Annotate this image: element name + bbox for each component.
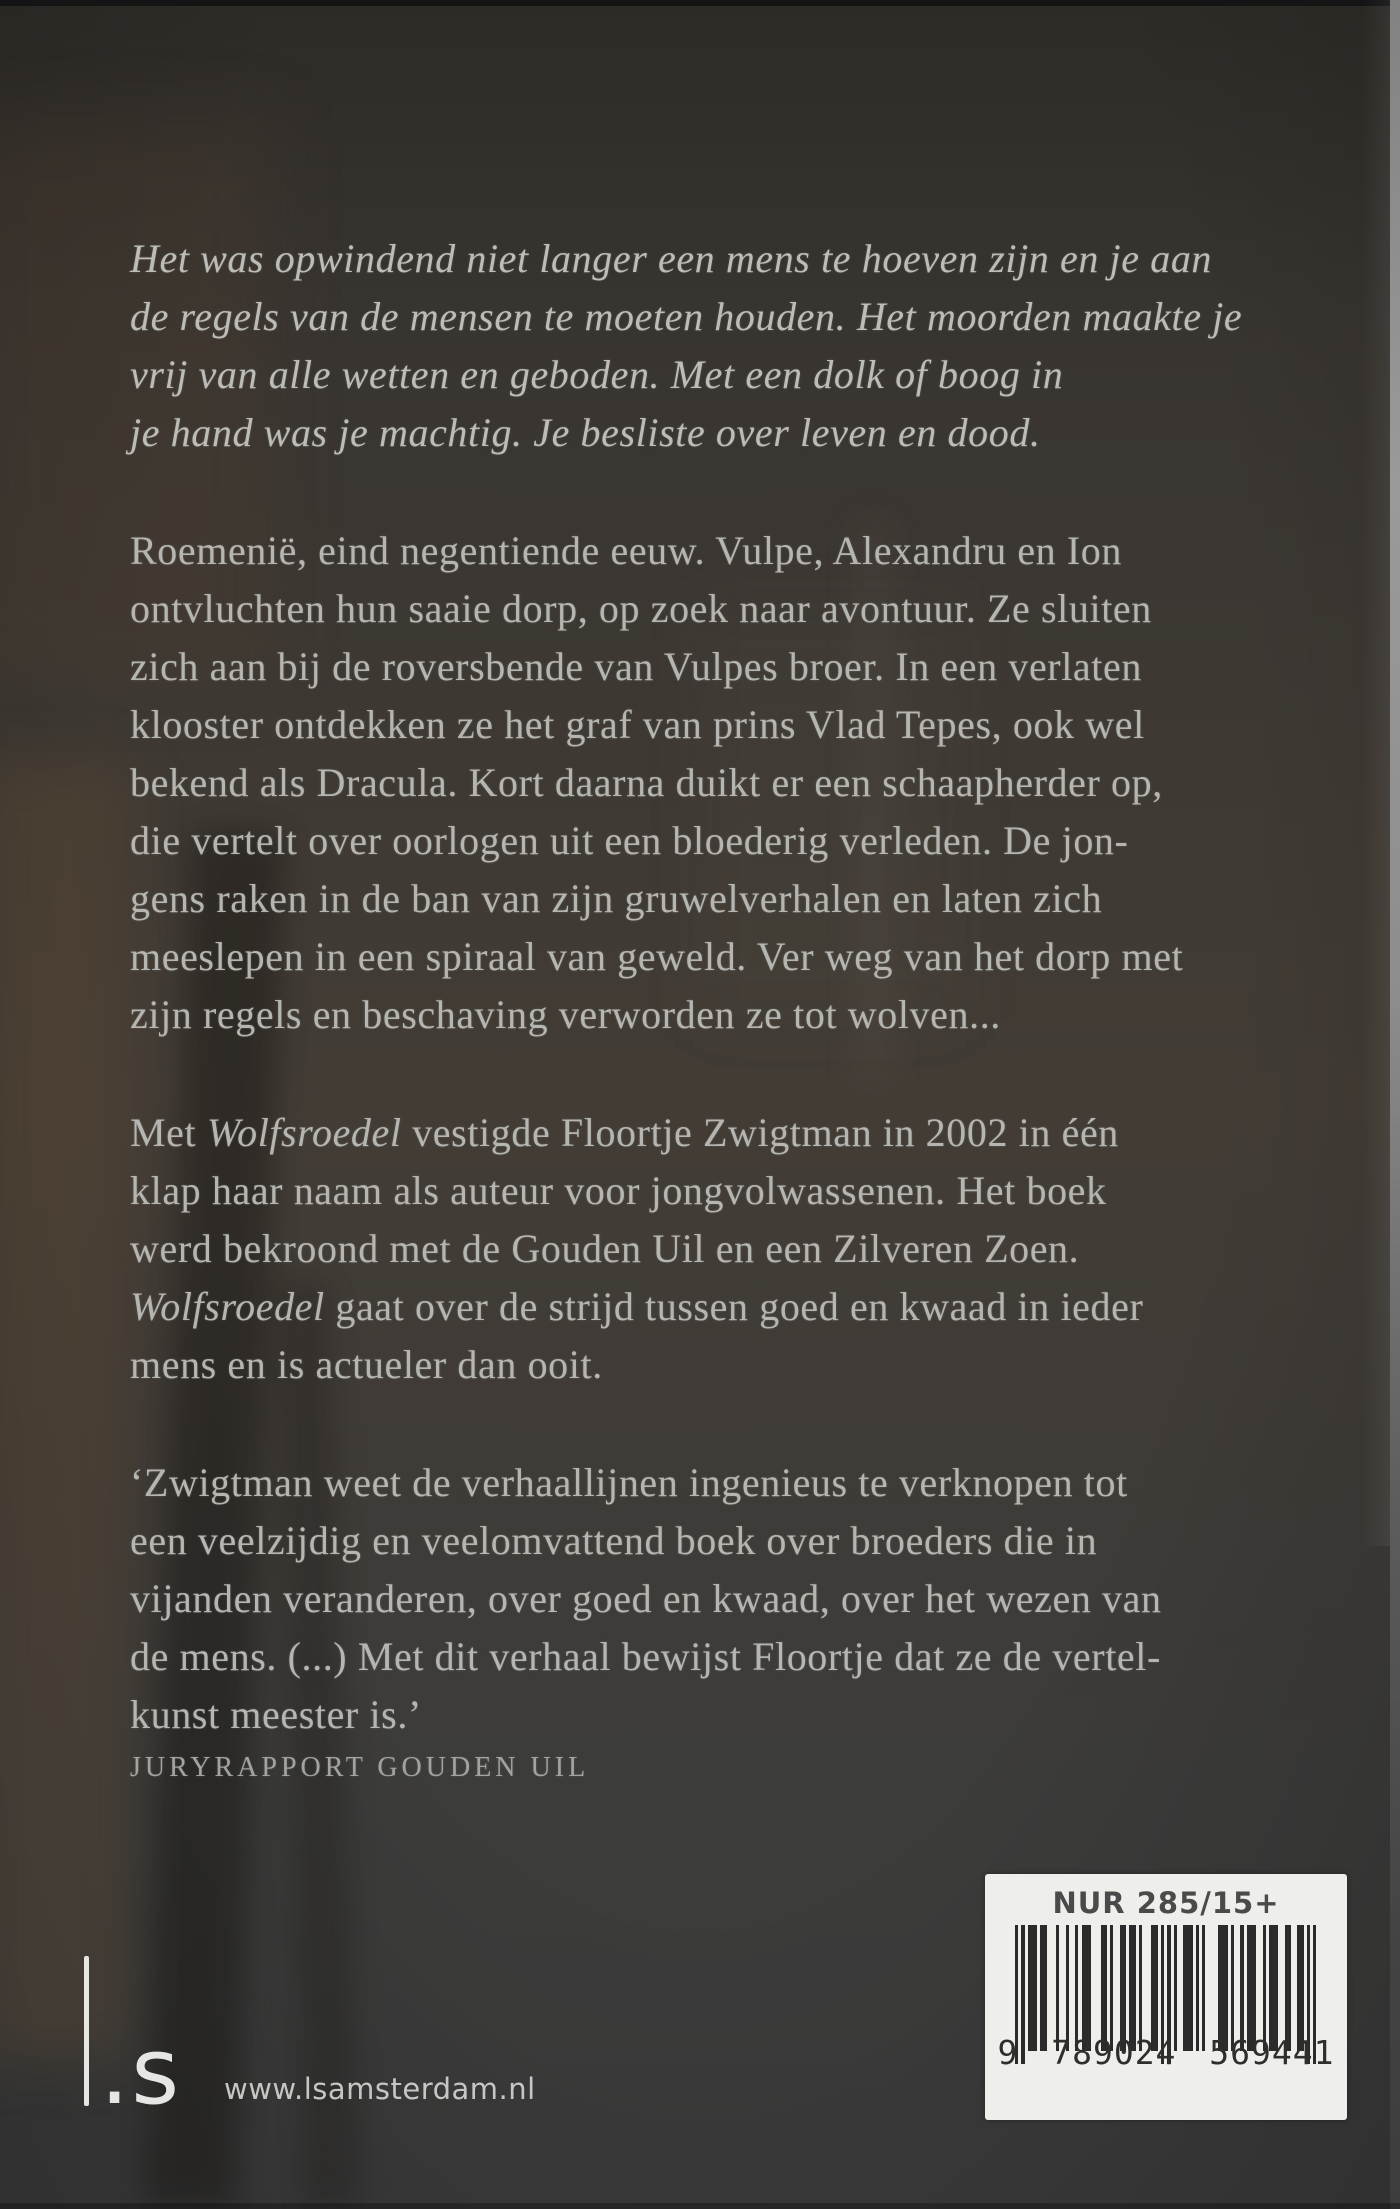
- cover-bottom-edge: [0, 2203, 1400, 2209]
- text-line: Wolfsroedel gaat over de strijd tussen goed en kwaad in ieder: [130, 1284, 1144, 1329]
- text-line: de regels van de mensen te moeten houden. Het moorden maakte je: [130, 294, 1243, 339]
- review-quote-paragraph: [130, 1454, 1340, 1744]
- publisher-website: www.lsamsterdam.nl: [224, 2072, 536, 2106]
- barcode-label: [985, 1874, 1347, 2120]
- text-line: Het was opwindend niet langer een mens te hoeven zijn en je aan: [130, 236, 1213, 281]
- cover-right-sheen: [1362, 0, 1390, 1546]
- text-line: bekend als Dracula. Kort daarna duikt er een schaapherder op,: [130, 760, 1163, 805]
- text-line: klooster ontdekken ze het graf van prins Vlad Tepes, ook wel: [130, 702, 1145, 747]
- cover-right-edge: [1390, 0, 1400, 2209]
- logo-suffix: .s: [100, 2018, 182, 2125]
- text-line: klap haar naam als auteur voor jongvolwassenen. Het boek: [130, 1168, 1107, 1213]
- text-line: zijn regels en beschaving verworden ze tot wolven...: [130, 992, 1001, 1037]
- text-line: die vertelt over oorlogen uit een bloederig verleden. De jon-: [130, 818, 1129, 863]
- text-line: gens raken in de ban van zijn gruwelverhalen en laten zich: [130, 876, 1103, 921]
- text-line: een veelzijdig en veelomvattend boek over broeders die in: [130, 1518, 1098, 1563]
- quote-attribution: JURYRAPPORT GOUDEN UIL: [130, 1752, 590, 1783]
- publisher-logo: [84, 1956, 204, 2125]
- text-line: Met Wolfsroedel vestigde Floortje Zwigtman in 2002 in één: [130, 1110, 1119, 1155]
- back-cover-text: [130, 230, 1340, 1786]
- text-line: ‘Zwigtman weet de verhaallijnen ingenieus te verknopen tot: [130, 1460, 1128, 1505]
- text-line: meeslepen in een spiraal van geweld. Ver weg van het dorp met: [130, 934, 1184, 979]
- about-author-paragraph: [130, 1104, 1340, 1394]
- text-line: werd bekroond met de Gouden Uil en een Zilveren Zoen.: [130, 1226, 1080, 1271]
- text-line: kunst meester is.’: [130, 1692, 422, 1737]
- text-line: zich aan bij de roversbende van Vulpes broer. In een verlaten: [130, 644, 1142, 689]
- text-line: mens en is actueler dan ooit.: [130, 1342, 603, 1387]
- background-forest-shape: [0, 760, 130, 2060]
- isbn-number: 9 789024 569441: [997, 2033, 1335, 2072]
- cover-top-edge: [0, 0, 1400, 6]
- text-line: Roemenië, eind negentiende eeuw. Vulpe, Alexandru en Ion: [130, 528, 1122, 573]
- text-line: ontvluchten hun saaie dorp, op zoek naar avontuur. Ze sluiten: [130, 586, 1152, 631]
- nur-code: NUR 285/15+: [1052, 1886, 1280, 1920]
- intro-excerpt-paragraph: [130, 230, 1340, 462]
- text-line: je hand was je machtig. Je besliste over leven en dood.: [130, 410, 1041, 455]
- text-line: vijanden veranderen, over goed en kwaad, over het wezen van: [130, 1576, 1162, 1621]
- text-line: vrij van alle wetten en geboden. Met een dolk of boog in: [130, 352, 1064, 397]
- text-line: de mens. (...) Met dit verhaal bewijst Floortje dat ze de vertel-: [130, 1634, 1161, 1679]
- synopsis-paragraph: [130, 522, 1340, 1044]
- logo-l-stem: [84, 1956, 89, 2106]
